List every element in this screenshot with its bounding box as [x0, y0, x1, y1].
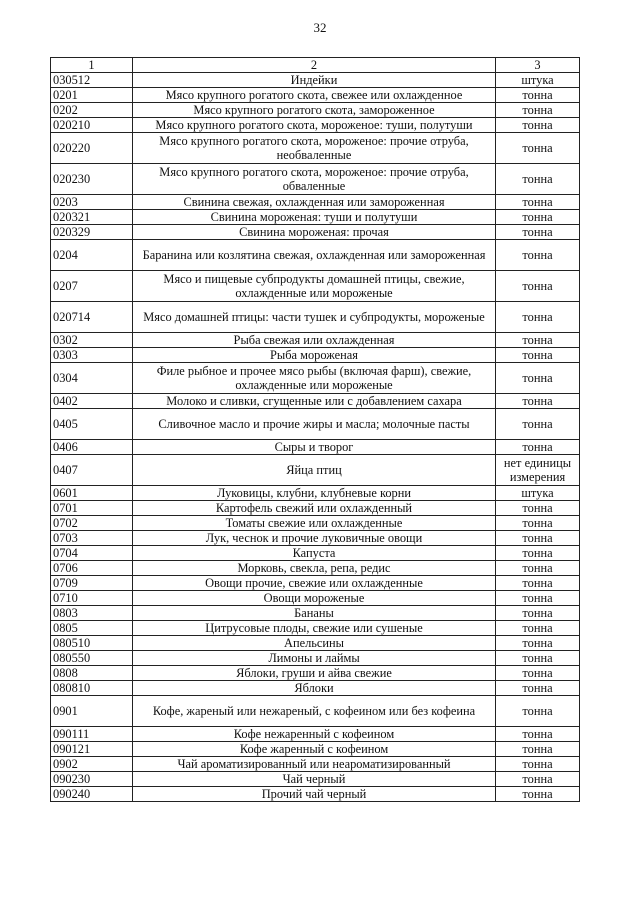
cell-code: 0701 [51, 501, 133, 516]
cell-unit: штука [496, 73, 580, 88]
table-row [51, 88, 580, 103]
cell-name: Лимоны и лаймы [133, 651, 496, 666]
cell-name: Кофе, жареный или нежареный, с кофеином или без кофеина [133, 696, 496, 727]
cell-code: 020329 [51, 225, 133, 240]
table-row [51, 348, 580, 363]
cell-name: Картофель свежий или охлажденный [133, 501, 496, 516]
cell-unit: тонна [496, 164, 580, 195]
table-row [51, 636, 580, 651]
cell-unit: тонна [496, 409, 580, 440]
cell-unit: тонна [496, 302, 580, 333]
table-row [51, 302, 580, 333]
cell-name: Овощи прочие, свежие или охлажденные [133, 576, 496, 591]
cell-name: Мясо крупного рогатого скота, замороженное [133, 103, 496, 118]
table-row [51, 576, 580, 591]
cell-unit: тонна [496, 516, 580, 531]
table-row [51, 240, 580, 271]
cell-unit: тонна [496, 363, 580, 394]
cell-code: 080510 [51, 636, 133, 651]
table-row [51, 164, 580, 195]
cell-code: 0407 [51, 455, 133, 486]
cell-name: Бананы [133, 606, 496, 621]
table-row [51, 501, 580, 516]
cell-name: Сыры и творог [133, 440, 496, 455]
cell-unit: тонна [496, 440, 580, 455]
cell-code: 0302 [51, 333, 133, 348]
cell-code: 0902 [51, 757, 133, 772]
table-row [51, 363, 580, 394]
table-row [51, 606, 580, 621]
cell-code: 020714 [51, 302, 133, 333]
cell-unit: тонна [496, 787, 580, 802]
cell-name: Лук, чеснок и прочие луковичные овощи [133, 531, 496, 546]
table-row [51, 103, 580, 118]
cell-code: 0704 [51, 546, 133, 561]
column-header-code: 1 [51, 58, 133, 73]
cell-name: Чай черный [133, 772, 496, 787]
table-body [51, 73, 580, 802]
cell-code: 080550 [51, 651, 133, 666]
cell-unit: тонна [496, 210, 580, 225]
cell-code: 0202 [51, 103, 133, 118]
cell-code: 0304 [51, 363, 133, 394]
table-row [51, 455, 580, 486]
cell-code: 0303 [51, 348, 133, 363]
table-row [51, 271, 580, 302]
cell-code: 0805 [51, 621, 133, 636]
table-row [51, 225, 580, 240]
cell-unit: тонна [496, 576, 580, 591]
cell-unit: тонна [496, 757, 580, 772]
cell-name: Кофе жаренный с кофеином [133, 742, 496, 757]
cell-unit: тонна [496, 531, 580, 546]
cell-code: 0808 [51, 666, 133, 681]
cell-code: 0207 [51, 271, 133, 302]
table-row [51, 651, 580, 666]
cell-unit: тонна [496, 195, 580, 210]
cell-unit: тонна [496, 681, 580, 696]
cell-code: 020321 [51, 210, 133, 225]
cell-code: 0901 [51, 696, 133, 727]
cell-code: 0703 [51, 531, 133, 546]
cell-name: Цитрусовые плоды, свежие или сушеные [133, 621, 496, 636]
cell-name: Прочий чай черный [133, 787, 496, 802]
cell-name: Яблоки, груши и айва свежие [133, 666, 496, 681]
cell-name: Капуста [133, 546, 496, 561]
cell-name: Свинина мороженая: прочая [133, 225, 496, 240]
cell-code: 090230 [51, 772, 133, 787]
cell-unit: тонна [496, 225, 580, 240]
table-row [51, 73, 580, 88]
cell-unit: тонна [496, 546, 580, 561]
cell-name: Кофе нежаренный с кофеином [133, 727, 496, 742]
table-row [51, 742, 580, 757]
cell-code: 030512 [51, 73, 133, 88]
cell-code: 020230 [51, 164, 133, 195]
table-row [51, 772, 580, 787]
cell-unit: тонна [496, 103, 580, 118]
cell-name: Мясо крупного рогатого скота, мороженое: туши, полутуши [133, 118, 496, 133]
cell-name: Филе рыбное и прочее мясо рыбы (включая фарш), свежие, охлажденные или мороженые [133, 363, 496, 394]
cell-unit: тонна [496, 88, 580, 103]
cell-code: 0601 [51, 486, 133, 501]
cell-code: 0706 [51, 561, 133, 576]
cell-name: Баранина или козлятина свежая, охлажденная или замороженная [133, 240, 496, 271]
cell-unit: тонна [496, 240, 580, 271]
cell-unit: тонна [496, 636, 580, 651]
cell-name: Апельсины [133, 636, 496, 651]
cell-unit: нет единицы измерения [496, 455, 580, 486]
cell-code: 0203 [51, 195, 133, 210]
cell-code: 0405 [51, 409, 133, 440]
table-row [51, 591, 580, 606]
cell-name: Мясо крупного рогатого скота, мороженое: прочие отруба, необваленные [133, 133, 496, 164]
table-row [51, 210, 580, 225]
cell-unit: тонна [496, 133, 580, 164]
cell-unit: тонна [496, 394, 580, 409]
table-row [51, 546, 580, 561]
cell-unit: тонна [496, 606, 580, 621]
cell-name: Мясо крупного рогатого скота, свежее или охлажденное [133, 88, 496, 103]
cell-unit: тонна [496, 561, 580, 576]
table-row [51, 516, 580, 531]
table-row [51, 696, 580, 727]
cell-name: Рыба мороженая [133, 348, 496, 363]
cell-unit: тонна [496, 621, 580, 636]
table-row [51, 681, 580, 696]
cell-name: Мясо домашней птицы: части тушек и субпродукты, мороженые [133, 302, 496, 333]
cell-name: Луковицы, клубни, клубневые корни [133, 486, 496, 501]
cell-name: Сливочное масло и прочие жиры и масла; молочные пасты [133, 409, 496, 440]
cell-name: Свинина свежая, охлажденная или замороженная [133, 195, 496, 210]
cell-code: 020210 [51, 118, 133, 133]
table-row [51, 394, 580, 409]
cell-code: 090240 [51, 787, 133, 802]
table-row [51, 486, 580, 501]
cell-code: 0803 [51, 606, 133, 621]
cell-name: Яйца птиц [133, 455, 496, 486]
cell-name: Мясо и пищевые субпродукты домашней птицы, свежие, охлажденные или мороженые [133, 271, 496, 302]
column-header-unit: 3 [496, 58, 580, 73]
cell-unit: тонна [496, 772, 580, 787]
cell-unit: тонна [496, 333, 580, 348]
cell-code: 090121 [51, 742, 133, 757]
cell-unit: тонна [496, 742, 580, 757]
cell-unit: тонна [496, 591, 580, 606]
table-row [51, 561, 580, 576]
cell-unit: тонна [496, 651, 580, 666]
column-header-name: 2 [133, 58, 496, 73]
cell-code: 0709 [51, 576, 133, 591]
table-row [51, 118, 580, 133]
cell-code: 090111 [51, 727, 133, 742]
table-header-row [51, 58, 580, 73]
cell-name: Молоко и сливки, сгущенные или с добавлением сахара [133, 394, 496, 409]
table-row [51, 787, 580, 802]
cell-name: Овощи мороженые [133, 591, 496, 606]
cell-code: 0402 [51, 394, 133, 409]
table-row [51, 666, 580, 681]
cell-unit: тонна [496, 501, 580, 516]
cell-code: 080810 [51, 681, 133, 696]
table-row [51, 727, 580, 742]
table-row [51, 333, 580, 348]
cell-unit: тонна [496, 118, 580, 133]
cell-unit: тонна [496, 271, 580, 302]
table-row [51, 440, 580, 455]
cell-unit: тонна [496, 696, 580, 727]
table-row [51, 195, 580, 210]
cell-name: Индейки [133, 73, 496, 88]
cell-unit: тонна [496, 727, 580, 742]
page-number: 32 [313, 20, 327, 35]
table-row [51, 409, 580, 440]
cell-code: 0201 [51, 88, 133, 103]
cell-name: Яблоки [133, 681, 496, 696]
cell-name: Мясо крупного рогатого скота, мороженое: прочие отруба, обваленные [133, 164, 496, 195]
cell-name: Рыба свежая или охлажденная [133, 333, 496, 348]
cell-name: Свинина мороженая: туши и полутуши [133, 210, 496, 225]
cell-code: 0406 [51, 440, 133, 455]
commodity-codes-table [50, 57, 580, 802]
table-row [51, 621, 580, 636]
cell-name: Морковь, свекла, репа, редис [133, 561, 496, 576]
table-row [51, 757, 580, 772]
table-row [51, 531, 580, 546]
cell-code: 0204 [51, 240, 133, 271]
cell-name: Чай ароматизированный или неароматизированный [133, 757, 496, 772]
cell-unit: тонна [496, 348, 580, 363]
cell-unit: тонна [496, 666, 580, 681]
cell-code: 0702 [51, 516, 133, 531]
cell-name: Томаты свежие или охлажденные [133, 516, 496, 531]
cell-unit: штука [496, 486, 580, 501]
table-row [51, 133, 580, 164]
cell-code: 020220 [51, 133, 133, 164]
cell-code: 0710 [51, 591, 133, 606]
